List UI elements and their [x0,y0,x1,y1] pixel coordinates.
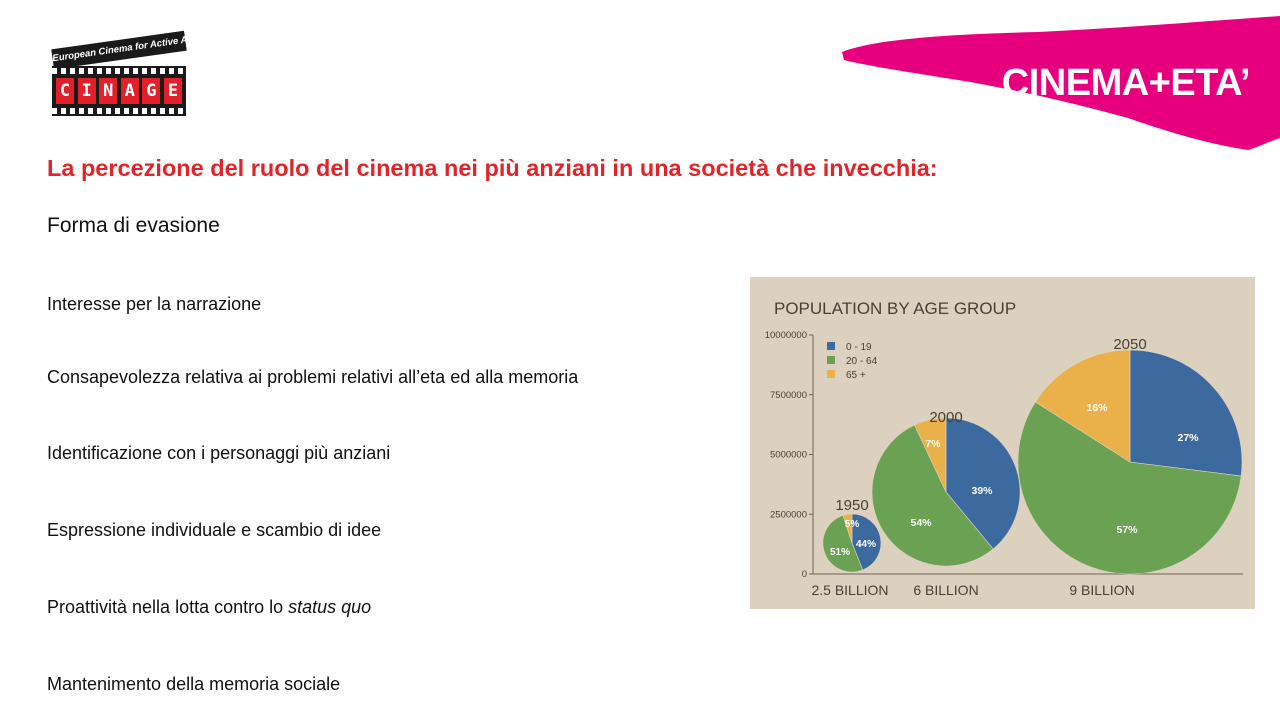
point-memory [47,674,340,695]
logo-letter: N [99,78,117,104]
logo-letter: E [164,78,182,104]
legend-label: 65 + [846,370,866,381]
logo-letter: I [78,78,96,104]
pie-percent-label: 7% [925,438,941,450]
point-emphasis: status quo [288,597,372,617]
point-narration [47,294,261,315]
y-tick-label: 7500000 [770,389,807,401]
pie-percent-label: 39% [971,485,993,497]
pie-percent-label: 57% [1116,524,1138,536]
point-text: Identificazione con i personaggi più anziani [47,443,391,463]
logo-banner-text: European Cinema for Active Ageing [51,31,186,69]
point-evasion [47,214,220,238]
x-category-label: 2.5 BILLION [811,582,889,598]
film-perforation-top [52,68,186,74]
slide-heading: La percezione del ruolo del cinema nei più anziani in una società che invecchia: [47,155,938,181]
point-text: Forma di evasione [47,214,220,237]
point-awareness [47,367,578,388]
legend-swatch [827,370,835,378]
logo-film-strip [52,66,186,116]
point-text: Proattività nella lotta contro lo [47,597,289,617]
point-text: Espressione individuale e scambio di idee [47,520,382,540]
logo-letter: G [142,78,160,104]
legend-swatch [827,356,835,364]
y-tick-label: 10000000 [764,330,807,341]
point-text: Mantenimento della memoria sociale [47,674,341,694]
point-text: Interesse per la narrazione [47,294,262,314]
point-text: Consapevolezza relativa ai problemi relativi all’eta ed alla memoria [47,367,579,387]
legend-label: 20 - 64 [846,356,878,367]
cinage-logo [50,30,214,118]
pie-percent-label: 27% [1177,432,1199,444]
logo-letter: A [121,78,139,104]
logo-letters [56,78,182,104]
x-category-label: 9 BILLION [1069,582,1135,598]
pie-percent-label: 16% [1086,402,1108,414]
point-expression [47,520,381,541]
point-identification [47,443,390,464]
y-tick-label: 2500000 [770,509,807,521]
y-tick-label: 5000000 [770,449,807,461]
x-category-label: 6 BILLION [913,582,979,598]
chart-title: POPULATION BY AGE GROUP [774,299,1017,318]
legend-label: 0 - 19 [846,342,872,353]
pie-year-label: 2000 [929,409,963,426]
legend-swatch [827,342,835,350]
pie-percent-label: 51% [829,547,851,558]
film-perforation-bottom [52,108,186,114]
pie-percent-label: 44% [855,539,877,550]
y-tick-label: 0 [801,569,807,580]
pie-percent-label: 5% [844,519,860,530]
population-chart [750,277,1255,609]
pie-year-label: 2050 [1113,336,1147,353]
brand-title: CINEMA+ETA’ [1001,62,1250,104]
logo-letter: C [56,78,74,104]
pie-year-label: 1950 [835,497,869,514]
point-proactivity [47,597,371,618]
pie-percent-label: 54% [910,517,932,529]
